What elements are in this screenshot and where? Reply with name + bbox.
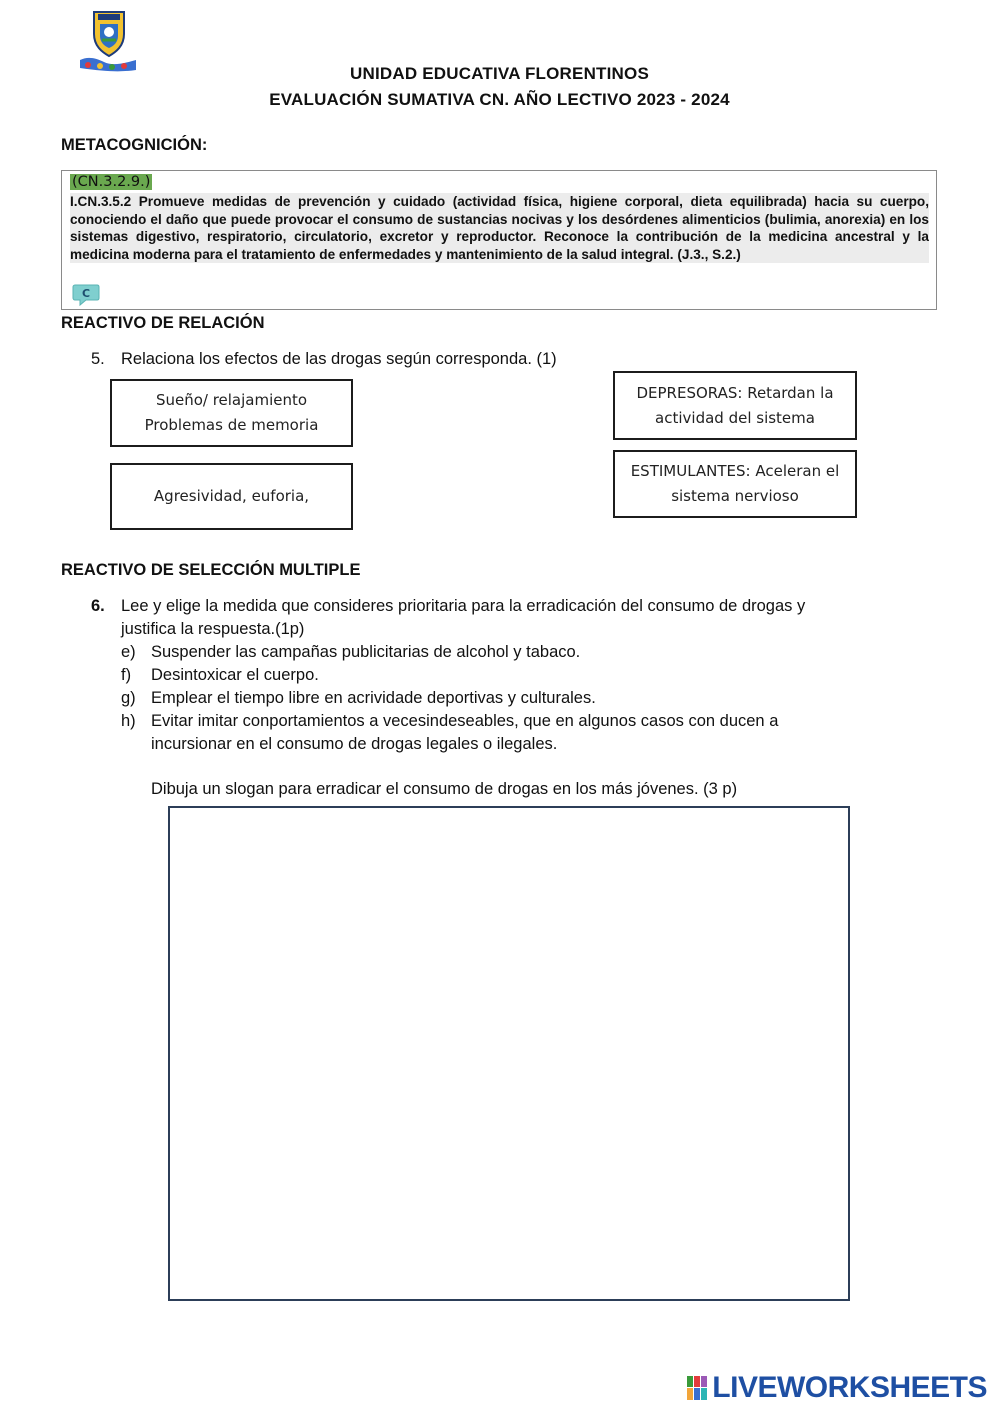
option-f[interactable]: Desintoxicar el cuerpo. [151, 666, 319, 684]
code-tag: (CN.3.2.9.) [72, 174, 151, 190]
match-left-item[interactable] [110, 379, 353, 447]
indicator-text: I.CN.3.5.2 Promueve medidas de prevención y cuidado (actividad física, higiene corporal, dieta equilibrada) hacia su cuerpo, conociendo el daño que puede provocar el consumo de sustancias nocivas y los desórdenes alimenticios (bulimia, anorexia) en los sistemas digestivo, respiratorio, circulatorio, excretor y reproductor. Reconoce la contribución de la medicina ancestral y la medicina moderna para el tratamiento de enfermedades y mantenimiento de la salud integral. (J.3., S.2.) [70, 194, 929, 262]
match-left-line: Agresividad, euforia, [153, 487, 310, 505]
relation-heading: REACTIVO DE RELACIÓN [61, 314, 265, 332]
question-5-number: 5. [91, 350, 105, 368]
match-left-line: Problemas de memoria [144, 416, 319, 434]
question-5-text: Relaciona los efectos de las drogas según corresponda. (1) [121, 350, 557, 368]
liveworksheets-brand [687, 1371, 987, 1405]
comment-icon-letter: C [81, 287, 91, 300]
question-6-text-cont: justifica la respuesta.(1p) [121, 620, 305, 638]
slogan-prompt: Dibuja un slogan para erradicar el consumo de drogas en los más jóvenes. (3 p) [151, 780, 738, 798]
option-letter: g) [121, 689, 136, 707]
brand-text: LIVEWORKSHEETS [712, 1371, 987, 1404]
liveworksheets-logo-icon [687, 1376, 709, 1400]
option-e[interactable]: Suspender las campañas publicitarias de alcohol y tabaco. [151, 643, 581, 661]
multiple-choice-heading: REACTIVO DE SELECCIÓN MULTIPLE [61, 561, 361, 579]
match-right-line: ESTIMULANTES: Aceleran el [630, 462, 840, 480]
option-h[interactable]: Evitar imitar conportamientos a vecesindeseables, que en algunos casos con ducen a [151, 712, 779, 730]
metacognition-heading: METACOGNICIÓN: [61, 136, 208, 154]
option-h-cont: incursionar en el consumo de drogas legales o ilegales. [151, 735, 558, 753]
match-right-line: actividad del sistema [655, 408, 815, 427]
school-name: UNIDAD EDUCATIVA FLORENTINOS [350, 64, 649, 83]
match-left-item[interactable] [110, 463, 353, 530]
match-right-line: DEPRESORAS: Retardan la [636, 383, 834, 402]
indicator-box [61, 170, 937, 310]
drawing-area[interactable] [168, 806, 850, 1301]
match-right-item[interactable] [613, 371, 857, 440]
question-6-text: Lee y elige la medida que consideres prioritaria para la erradicación del consumo de drogas y [121, 597, 806, 615]
match-right-item[interactable] [613, 450, 857, 518]
option-letter: f) [121, 666, 132, 684]
option-letter: e) [121, 643, 136, 661]
option-letter: h) [121, 712, 136, 730]
option-g[interactable]: Emplear el tiempo libre en acrividade deportivas y culturales. [151, 689, 596, 707]
comment-icon[interactable] [72, 283, 100, 307]
match-right-line: sistema nervioso [671, 487, 799, 505]
exam-title: EVALUACIÓN SUMATIVA CN. AÑO LECTIVO 2023 - 2024 [269, 90, 730, 109]
question-6-number: 6. [91, 597, 105, 615]
match-left-line: Sueño/ relajamiento [155, 391, 308, 409]
